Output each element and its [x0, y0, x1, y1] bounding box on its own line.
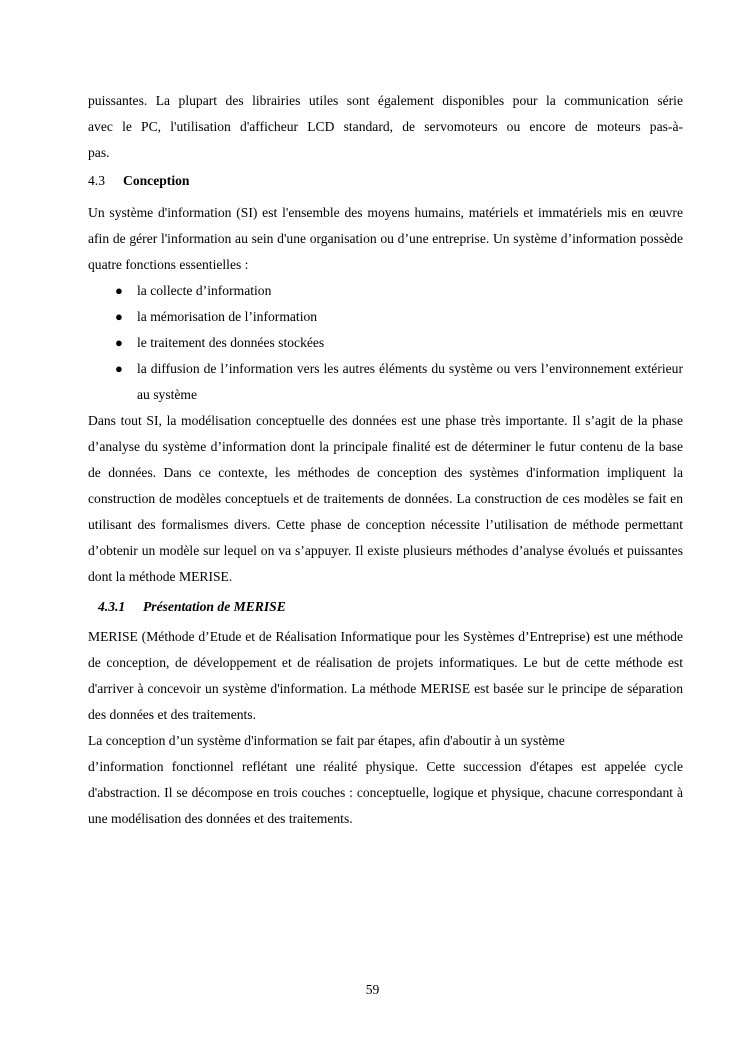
list-item — [115, 278, 683, 304]
bullet-icon: ● — [115, 361, 123, 376]
intro-paragraph-line-2: avec le PC, l'utilisation d'afficheur LCD standard, de servomoteurs ou encore de moteurs pas-à- — [88, 119, 683, 134]
section-number: 4.3 — [88, 173, 105, 188]
list-item — [115, 330, 683, 356]
modelisation-paragraph: Dans tout SI, la modélisation conceptuelle des données est une phase très importante. Il s’agit de la phase d’analyse du système d’information dont la principale finalité est de déterminer le futur contenu de la base de données. Dans ce contexte, les méthodes de conception des systèmes d'information impliquent la construction de modèles conceptuels et de traitements de données. La construction de ces modèles se fait en utilisant des formalismes divers. Cette phase de conception nécessite l’utilisation de méthode permettant d’obtenir un modèle sur lequel on va s’appuyer. Il existe plusieurs méthodes d’analyse évolués et puissantes dont la méthode MERISE. — [88, 413, 683, 584]
bullet-icon: ● — [115, 283, 123, 298]
list-item-text: la mémorisation de l’information — [137, 309, 318, 324]
section-heading-4-3 — [88, 168, 683, 194]
merise-paragraph: MERISE (Méthode d’Etude et de Réalisation Informatique pour les Systèmes d’Entreprise) est une méthode de conception, de développement et de réalisation de projets informatiques. Le but de cette méthode est d'arriver à concevoir un système d'information. La méthode MERISE est basée sur le principe de séparation des données et des traitements. — [88, 629, 683, 722]
subsection-number: 4.3.1 — [98, 599, 126, 614]
list-item — [115, 304, 683, 330]
subsection-title: Présentation de MERISE — [143, 599, 286, 614]
list-item-text: la collecte d’information — [137, 283, 272, 298]
page-number: 59 — [365, 982, 380, 997]
bullet-icon: ● — [115, 335, 123, 350]
bullet-icon: ● — [115, 309, 123, 324]
abstraction-paragraph: d’information fonctionnel reflétant une réalité physique. Cette succession d'étapes est appelée cycle d'abstraction. Il se décompose en trois couches : conceptuelle, logique et physique, chacune correspondant à une modélisation des données et des traitements. — [88, 759, 683, 826]
intro-paragraph-line-3: pas. — [88, 145, 110, 160]
si-definition-paragraph: Un système d'information (SI) est l'ensemble des moyens humains, matériels et immatériels mis en œuvre afin de gérer l'information au sein d'une organisation ou d’une entreprise. Un système d’information possède quatre fonctions essentielles : — [88, 205, 683, 272]
list-item-text: le traitement des données stockées — [137, 335, 325, 350]
section-title: Conception — [123, 173, 190, 188]
functions-list — [88, 278, 683, 408]
abstraction-paragraph-line-1: La conception d’un système d'information se fait par étapes, afin d'aboutir à un système — [88, 733, 565, 748]
section-heading-4-3-1 — [88, 594, 683, 620]
list-item — [115, 356, 683, 408]
page-content — [88, 88, 683, 832]
intro-paragraph-line-1: puissantes. La plupart des librairies utiles sont également disponibles pour la communication série — [88, 93, 683, 108]
list-item-text: la diffusion de l’information vers les autres éléments du système ou vers l’environnement extérieur au système — [137, 361, 683, 402]
